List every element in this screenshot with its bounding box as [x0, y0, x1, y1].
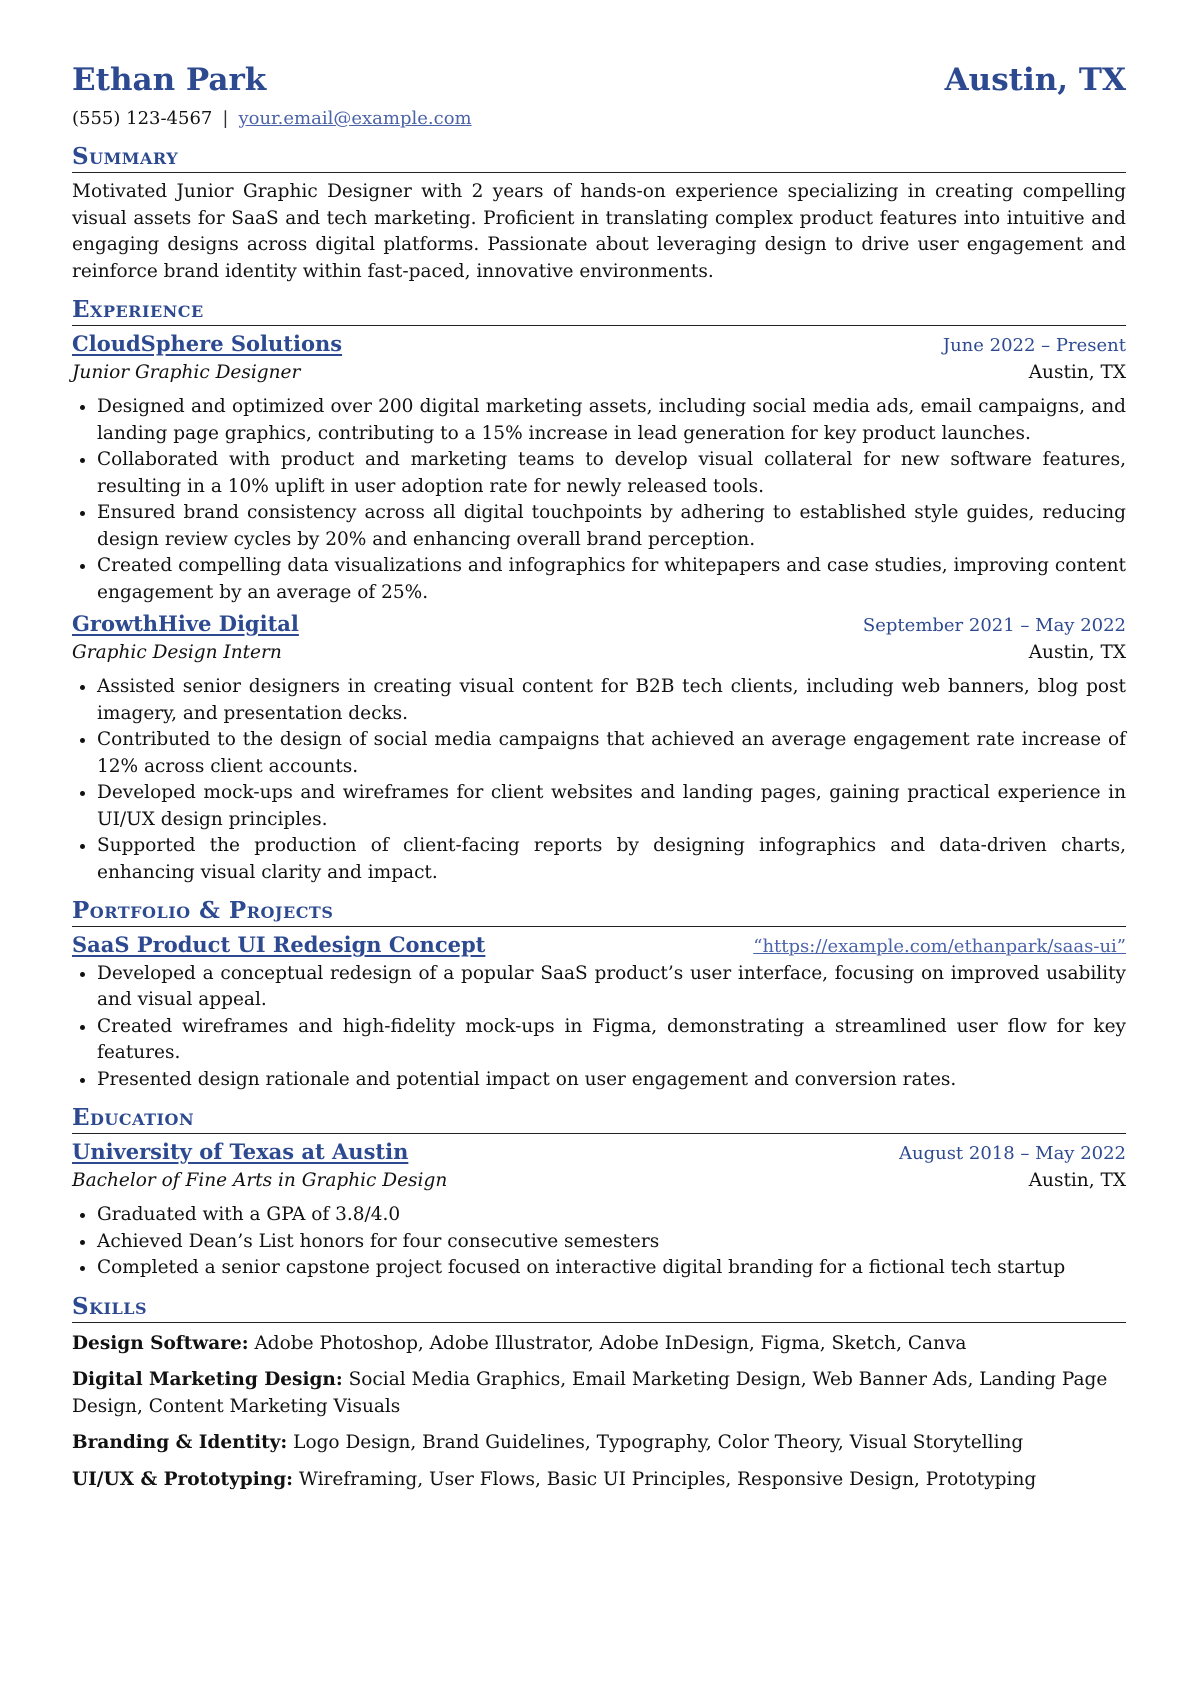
bullet-item: • Designed and optimized over 200 digital marketing assets, including social media ads, email campaigns, and landing page graphics, contributing to a 15% increase in lead generation for key product launches.	[97, 394, 1126, 447]
project-name[interactable]: SaaS Product UI Redesign Concept	[72, 932, 486, 957]
skill-line	[72, 1331, 1126, 1358]
email-link[interactable]: your.email@example.com	[238, 108, 472, 129]
candidate-location: Austin, TX	[944, 62, 1126, 98]
school-location: Austin, TX	[1028, 1169, 1126, 1191]
contact-line	[72, 106, 1126, 132]
section-title-projects: Portfolio & Projects	[72, 896, 1126, 927]
bullet-item: • Completed a senior capstone project focused on interactive digital branding for a fictional tech startup	[97, 1255, 1126, 1282]
project-link[interactable]: “https://example.com/ethanpark/saas-ui”	[753, 936, 1126, 957]
section-title-summary: Summary	[72, 142, 1126, 173]
job-title: Graphic Design Intern	[72, 641, 282, 663]
bullet-item: • Created wireframes and high-fidelity mock-ups in Figma, demonstrating a streamlined user flow for key features.	[97, 1014, 1126, 1067]
bullet-item: • Assisted senior designers in creating visual content for B2B tech clients, including web banners, blog post imagery, and presentation decks.	[97, 674, 1126, 727]
employer-name[interactable]: GrowthHive Digital	[72, 611, 299, 636]
bullet-item: • Ensured brand consistency across all digital touchpoints by adhering to established style guides, reducing design review cycles by 20% and enhancing overall brand perception.	[97, 500, 1126, 553]
bullet-item: • Collaborated with product and marketing teams to develop visual collateral for new software features, resulting in a 10% uplift in user adoption rate for newly released tools.	[97, 447, 1126, 500]
job-title: Junior Graphic Designer	[72, 361, 301, 383]
summary-text: Motivated Junior Graphic Designer with 2 years of hands-on experience specializing in creating compelling visual assets for SaaS and tech marketing. Proficient in translating complex product features into intuitive and engaging designs across digital platforms. Passionate about leveraging design to drive user engagement and reinforce brand identity within fast-paced, innovative environments.	[72, 181, 1126, 282]
employer-name[interactable]: CloudSphere Solutions	[72, 331, 343, 356]
skill-line	[72, 1467, 1126, 1494]
header	[72, 60, 1126, 100]
bullet-item: • Contributed to the design of social media campaigns that achieved an average engagement rate increase of 12% across client accounts.	[97, 727, 1126, 780]
bullet-item: • Supported the production of client-facing reports by designing infographics and data-driven charts, enhancing visual clarity and impact.	[97, 833, 1126, 886]
skill-label: UI/UX & Prototyping:	[72, 1468, 293, 1490]
job-location: Austin, TX	[1028, 361, 1126, 383]
bullet-item: • Presented design rationale and potential impact on user engagement and conversion rates.	[97, 1067, 1126, 1094]
contact-separator: |	[222, 108, 229, 129]
experience-entry	[72, 610, 1126, 886]
bullet-item: • Graduated with a GPA of 3.8/4.0	[97, 1202, 1126, 1229]
project-entry	[72, 931, 1126, 1093]
skill-label: Branding & Identity:	[72, 1432, 288, 1453]
degree-title: Bachelor of Fine Arts in Graphic Design	[72, 1169, 448, 1191]
bullet-item: • Created compelling data visualizations and infographics for whitepapers and case studies, improving content engagement by an average of 25%.	[97, 553, 1126, 606]
skill-value: Wireframing, User Flows, Basic UI Principles, Responsive Design, Prototyping	[298, 1468, 1037, 1490]
job-bullets	[72, 394, 1126, 606]
employment-dates: June 2022 – Present	[942, 335, 1126, 356]
phone-number: (555) 123-4567	[72, 108, 213, 129]
bullet-item: • Achieved Dean’s List honors for four consecutive semesters	[97, 1229, 1126, 1256]
education-entry	[72, 1138, 1126, 1282]
skill-value: Adobe Photoshop, Adobe Illustrator, Adobe InDesign, Figma, Sketch, Canva	[254, 1332, 967, 1354]
school-name[interactable]: University of Texas at Austin	[72, 1139, 409, 1164]
section-title-skills: Skills	[72, 1292, 1126, 1323]
education-bullets	[72, 1202, 1126, 1282]
bullet-item: • Developed mock-ups and wireframes for client websites and landing pages, gaining practical experience in UI/UX design principles.	[97, 780, 1126, 833]
skill-line	[72, 1367, 1126, 1420]
skill-label: Design Software:	[72, 1332, 249, 1354]
skill-line	[72, 1430, 1126, 1457]
skill-value: Logo Design, Brand Guidelines, Typography, Color Theory, Visual Storytelling	[293, 1432, 1024, 1453]
job-location: Austin, TX	[1028, 641, 1126, 663]
candidate-name: Ethan Park	[72, 62, 267, 98]
skill-label: Digital Marketing Design:	[72, 1369, 343, 1390]
bullet-item: • Developed a conceptual redesign of a popular SaaS product’s user interface, focusing on improved usability and visual appeal.	[97, 961, 1126, 1014]
job-bullets	[72, 674, 1126, 886]
employment-dates: September 2021 – May 2022	[862, 615, 1126, 636]
section-title-experience: Experience	[72, 295, 1126, 326]
experience-entry	[72, 330, 1126, 606]
section-title-education: Education	[72, 1103, 1126, 1134]
skill-value: Social Media Graphics, Email Marketing Design, Web Banner Ads, Landing Page Design, Content Marketing Visuals	[72, 1369, 1108, 1417]
project-bullets	[72, 961, 1126, 1094]
education-dates: August 2018 – May 2022	[898, 1143, 1126, 1164]
